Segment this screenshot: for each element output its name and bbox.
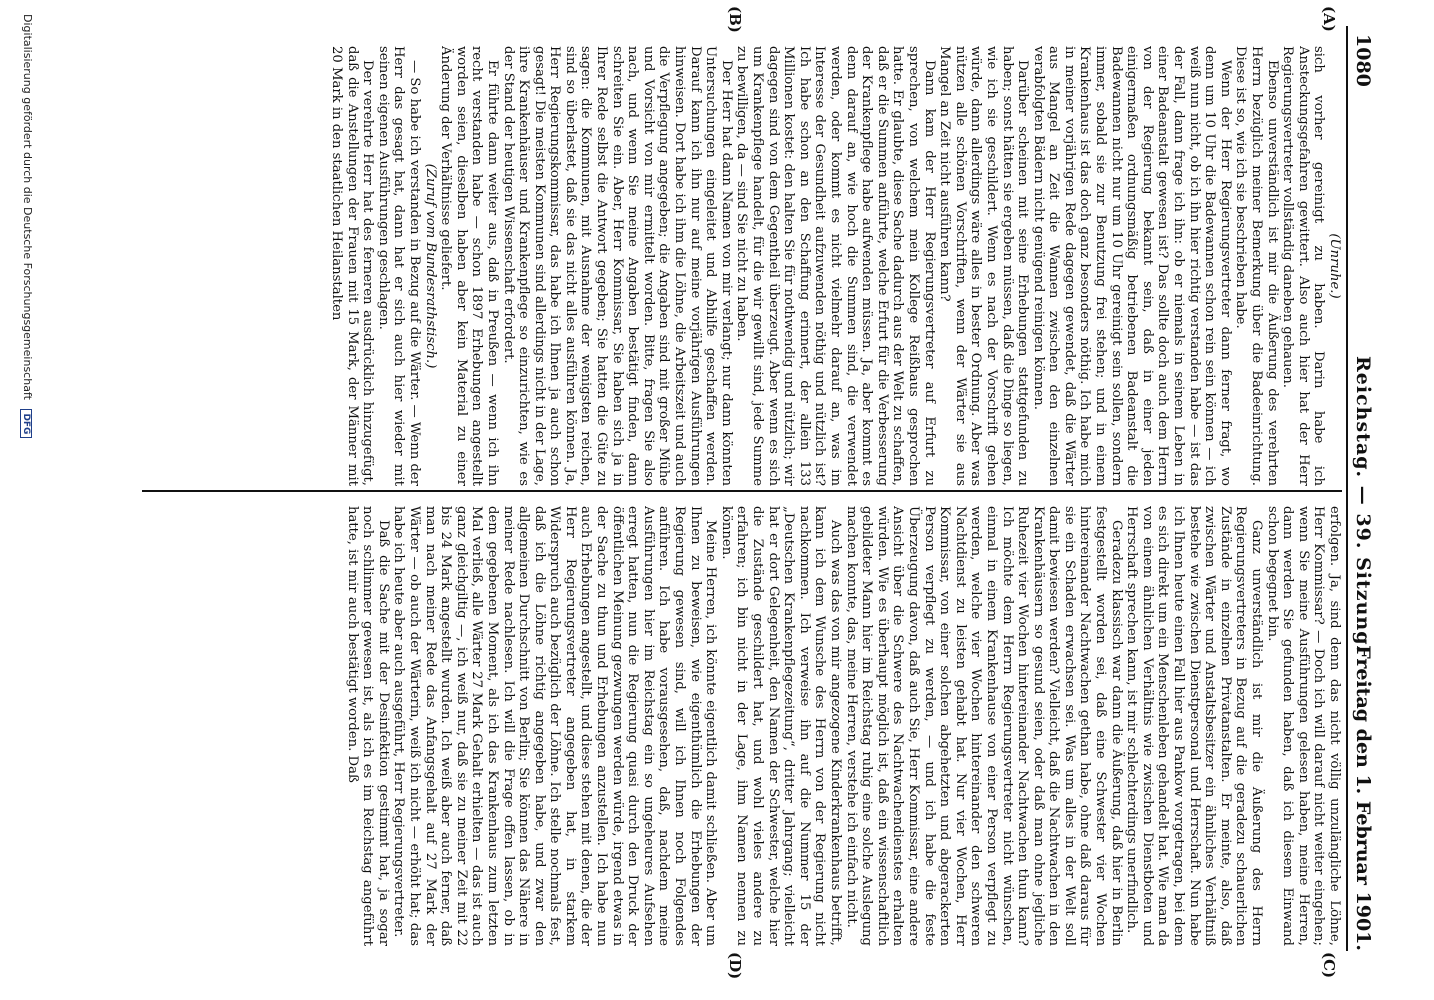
dfg-logo-icon: DFG: [20, 409, 32, 438]
digitization-credit: [14, 14, 34, 974]
header-rule: [1346, 26, 1348, 951]
credit-text: Digitalisierung gefördert durch die Deutsche Forschungsgemeinschaft: [21, 14, 34, 400]
left-text-column: [142, 46, 1342, 486]
section-marker-b: (B): [726, 6, 744, 33]
session-date: Freitag den 1. Februar 1901.: [1352, 645, 1374, 951]
page-number: 1080: [1352, 34, 1374, 87]
page-header: [1350, 26, 1376, 951]
paragraph: Ebenso unverständlich ist mir die Äußerung des verehrten Herrn bezüglich meiner Bemerkung über die Badeeinrichtung. Diese ist so, wie ich sie beschrieben habe.: [1233, 46, 1280, 486]
paragraph: Meine Herren, ich könnte eigentlich damit schließen. Aber um Ihnen zu beweisen, wie eigenthümlich die Erhebungen der Regierung gewesen sind, will ich Ihnen noch Folgendes anführen. Ich habe vorausgesehen, daß, nachdem meine Ausführungen hier im Reichstag ein so ungeheures Aufsehen erregt hatten, nun die Regierung quasi durch den Druck der öffentlichen Meinung gezwungen werden würde, irgend etwas in der Sache zu thun und Erhebungen anzustellen. Ich habe nun auch Erhebungen angestellt, und diese stehen mit denen, die der Herr Regierungsvertreter angegeben hat, in starkem Widerspruch auch bezüglich der Löhne. Ich stelle nochmals fest, daß ich die Löhne richtig angegeben habe, und zwar den allgemeinen Durchschnitt von Berlin; Sie können das Nähere in meiner Rede nachlesen. Ich will die Frage offen lassen, ob in dem gegebenen Moment, als ich das Krankenhaus zum letzten Mal verließ, alle Wärter 27 Mark Gehalt erhielten — das ist auch ganz gleichgiltig —, ich weiß nur, daß sie zu meiner Zeit mit 22 bis 24 Mark angestellt wurden. Ich weiß aber auch ferner, daß man nach meiner Rede das Anfangsgehalt auf 27 Mark der Wärter — ob auch der Wärterin, weiß ich nicht — erhöht hat; das habe ich heute aber auch ausgeführt, Herr Regierungsvertreter.: [391, 506, 719, 946]
stage-direction: (Unruhe.): [1327, 233, 1342, 299]
paragraph: Darüber scheinen mit seine Erhebungen stattgefunden zu haben; sonst hätten sie ergeben müssen, daß die Dinge so liegen, wie ich sie geschildert. Wenn es nach der Vorschrift gehen würde, dann allerdings wäre alles in bester Ordnung. Aber was nützen alle schönen Vorschriften, wenn der Wärter sie aus Mangel an Zeit nicht ausführen kann?: [937, 46, 1031, 486]
paragraph: Wenn der Herr Regierungsvertreter dann ferner fragt, wo denn um 10 Uhr die Badewannen schon rein sein können — ich weiß nun nicht, ob ich ihn hier richtig verstanden habe — ist das der Fall, dann frage ich ihn: ob er niemals in seinem Leben in einer Badeanstalt gewesen ist? Das sollte doch auch dem Herrn von der Regierung bekannt sein, daß in einer jeden einigermaßen ordnungsmäßig betriebenen Badeanstalt die Badewannen nicht nur um 10 Uhr gereinigt sein sollen, sondern immer, sobald sie zur Benutzung frei stehen; und in einem Krankenhaus ist das doch ganz besonders nöthig. Ich habe mich in meiner vorjährigen Rede dagegen gewendet, daß die Wärter aus Mangel an Zeit die Wannen zwischen den einzelnen verabfolgten Bädern nicht genügend reinigen können.: [1030, 46, 1233, 486]
paragraph: sich vorher gereinigt zu haben. Darin habe ich Ansteckungsgefahren gewittert. Also auch hier hat der Herr Regierungsvertreter vollständig daneben gehauen.: [1280, 46, 1327, 486]
column-divider: [142, 490, 1342, 492]
stage-direction: (Zuruf vom Bundesrathstisch.): [422, 163, 438, 369]
paragraph: Ganz unverständlich ist mir die Äußerung des Herrn Regierungsvertreters in Bezug auf die geradezu schauerlichen Zustände in einzelnen Privatanstalten. Er meinte, also, daß zwischen Wärter und Anstaltsbesitzer ein ähnliches Verhältniß bestehe wie zwischen Dienstpersonal und Herrschaft. Nun habe ich Ihnen heute einen Fall hier aus Pankow vorgetragen, bei dem es sich direkt um ein Menschenleben gehandelt hat. Wie man da von einem ähnlichen Verhältnis wie zwischen Dienstboten und Herrschaft sprechen kann, ist mir schlechterdings unerfindlich.: [1124, 506, 1265, 946]
paragraph: — So habe ich verstanden in Bezug auf die Wärter. — Wenn der Herr das gesagt hat, dann hat er sich auch hier wieder mit seinen eigenen Ausführungen geschlagen.: [375, 46, 422, 486]
paragraph: Daß die Sache mit der Desinfektion gestimmt hat, ja sogar noch schlimmer gewesen ist, als ich es im Reichstag angeführt hatte, ist mir auch bestätigt worden. Daß: [344, 506, 391, 946]
right-text-column: [142, 506, 1342, 946]
page-title: Reichstag. — 39. Sitzung.: [1352, 356, 1374, 654]
section-marker-d: (D): [726, 952, 744, 980]
paragraph: erfolgen. Ja, sind denn das nicht völlig unzulängliche Löhne, Herr Kommissar? — Doch ich will darauf nicht weiter eingehen; wenn Sie meine Ausführungen gelesen haben, meine Herren, dann werden Sie gefunden haben, daß ich diesem Einwand schon begegnet bin.: [1264, 506, 1342, 946]
paragraph: Dann kam der Herr Regierungsvertreter auf Erfurt zu sprechen, von welchem mein Kollege Reißhaus gesprochen hatte. Er glaubte, diese Sache dadurch aus der Welt zu schaffen, daß er die Summen anführte, welche Erfurt für die Verbesserung der Krankenpflege habe aufwenden müssen. Ja, aber kommt es denn darauf an, wie hoch die Summen sind, die verwendet werden, oder kommt es nicht vielmehr darauf an, was im Interesse der Gesundheit aufzuwenden nöthig und nützlich ist? Ich habe schon an den Schaffung erinnert, der allein 133 Millionen kostet: den halten Sie für nothwendig und nützlich; wir dagegen sind von dem Gegentheil überzeugt. Aber wenn es sich um Krankenpflege handelt, für die wir gewillt sind, jede Summe zu bewilligen, da — sind Sie nicht zu haben.: [734, 46, 937, 486]
section-marker-c: (C): [1320, 952, 1338, 979]
paragraph: Auch was das von mir angezogene Kinderkrankenhaus betrifft, kann ich dem Wunsche des Herrn von der Regierung nicht nachkommen. Ich verweise ihn auf die Nummer 15 der „Deutschen Krankenpflegezeitung“, dritter Jahrgang; vielleicht hat er dort Gelegenheit, den Namen der Schwester, welche hier die Zustände geschildert hat, und wohl vieles andere zu erfahren; ich bin nicht in der Lage, ihm Namen nennen zu können.: [718, 506, 843, 946]
paragraph: Er führte dann weiter aus, daß in Preußen — wenn ich ihn recht verstanden habe — schon 1897 Erhebungen angestellt worden seien, dieselben haben aber kein Material zu einer Änderung der Verhältnisse geliefert.: [438, 46, 500, 486]
paragraph: Der verehrte Herr hat des ferneren ausdrücklich hinzugefügt, daß die Anstellungen der Frauen mit 15 Mark, der Männer mit 20 Mark in den staatlichen Heilanstalten: [329, 46, 376, 486]
paragraph: Geradezu klassisch war dann die Äußerung, daß hier in Berlin festgestellt worden sei, daß eine Schwester vier Wochen hintereinander Nachtwachen gethan habe, ohne daß daraus für sie ein Schaden erwachsen sei. Was um alles in der Welt soll damit bewiesen werden? Vielleicht, daß die Nachtwachen in den Krankenhäusern so gesund seien, oder daß man ohne jegliche Ruhezeit vier Wochen hintereinander Nachtwachen thun kann? Ich möchte dem Herrn Regierungsvertreter nicht wünschen, einmal in einem Krankenhause von einer Person verpflegt zu werden, welche vier Wochen hintereinander den schweren Nachtdienst zu leisten gehabt hat. Nur vier Wochen, Herr Kommissar, von einer solchen abgehetzten und abgerackerten Person verpflegt zu werden, — und ich habe die feste Überzeugung davon, daß auch Sie, Herr Kommissar, eine andere Ansicht über die Schwere des Nachtwachendienstes erhalten würden. Wie es überhaupt möglich ist, daß ein wissenschaftlich gebildeter Mann hier im Reichstag ruhig eine solche Auslegung machen konnte, das, meine Herren, verstehe ich einfach nicht.: [843, 506, 1124, 946]
section-marker-a: (A): [1320, 6, 1338, 32]
paragraph: Der Herr hat dann Namen von mir verlangt; nur dann könnten Untersuchungen eingeleitet und Abhilfe geschaffen werden. Darauf kann ich ihn nur auf meine vorjährigen Ausführungen hinweisen. Dort habe ich ihm die Löhne, die Arbeitszeit und auch die Verpflegung angegeben; die Angaben sind mit großer Mühe und Vorsicht von mir ermittelt worden. Bitte, fragen Sie also nach, und wenn Sie meine Angaben bestätigt finden, dann schreiten Sie ein. Aber, Herr Kommissar, Sie haben sich ja in Ihrer Rede selbst die Antwort gegeben; Sie hatten die Güte zu sagen: die Kommunen, mit Ausnahme der wenigsten reichen, sind so überlastet, daß sie das nicht alles ausführen können. Ja, Herr Regierungskommissar, das habe ich Ihnen ja auch schon gesagt! Die meisten Kommunen sind allerdings nicht in der Lage, ihre Krankenhäuser und Krankenpflege so einzurichten, wie es der Stand der heutigen Wissenschaft erfordert.: [500, 46, 734, 486]
